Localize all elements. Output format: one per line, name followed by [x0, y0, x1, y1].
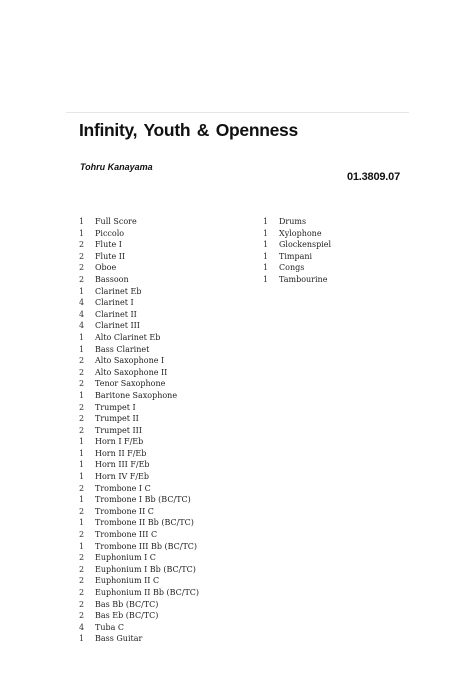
instrument-row [263, 274, 331, 286]
instrument-name: Clarinet Eb [95, 286, 142, 296]
part-quantity: 2 [79, 402, 85, 412]
part-quantity: 2 [79, 379, 85, 389]
instrument-row [79, 517, 199, 529]
instrument-name: Euphonium II Bb (BC/TC) [95, 588, 200, 597]
instrument-name: Xylophone [279, 228, 322, 238]
instrument-row [79, 552, 199, 564]
instrument-row [79, 564, 199, 576]
instrument-row [79, 286, 199, 298]
instrument-name: Alto Saxophone II [95, 367, 168, 377]
part-quantity: 2 [79, 274, 85, 284]
part-quantity: 1 [79, 437, 85, 447]
instrument-row [79, 344, 199, 356]
part-quantity: 1 [79, 286, 85, 296]
part-quantity: 2 [79, 263, 85, 273]
part-quantity: 1 [79, 390, 85, 400]
part-quantity: 2 [79, 530, 85, 540]
instrument-name: Clarinet III [95, 321, 140, 331]
instrument-row [79, 262, 199, 274]
instrument-row [79, 425, 199, 437]
instrument-row [79, 459, 199, 471]
instrument-name: Tambourine [279, 274, 328, 284]
instrument-row [79, 402, 199, 414]
instrument-row [79, 506, 199, 518]
part-quantity: 2 [79, 588, 85, 597]
instrument-name: Congs [279, 263, 305, 273]
part-quantity: 2 [79, 599, 85, 609]
instrument-row [79, 320, 199, 332]
part-quantity: 1 [79, 332, 85, 342]
part-quantity: 2 [79, 611, 85, 621]
instrument-name: Full Score [95, 217, 137, 226]
part-quantity: 1 [79, 228, 85, 238]
part-quantity: 1 [79, 448, 85, 458]
instrument-name: Horn II F/Eb [95, 448, 147, 458]
catalog-number: 01.3809.07 [346, 171, 400, 183]
part-quantity: 1 [263, 251, 269, 261]
part-quantity: 4 [79, 321, 85, 331]
part-quantity: 1 [79, 495, 85, 505]
part-quantity: 2 [79, 576, 85, 586]
instrument-row [79, 274, 199, 286]
instrument-name: Bass Clarinet [95, 344, 150, 354]
part-quantity: 1 [263, 228, 269, 238]
part-quantity: 2 [79, 240, 85, 250]
instrument-name: Bassoon [95, 274, 129, 284]
instrument-name: Glockenspiel [279, 240, 332, 250]
part-quantity: 2 [79, 414, 85, 424]
instrument-name: Bass Guitar [95, 634, 143, 644]
instrument-row [263, 239, 331, 251]
instrument-row [79, 471, 199, 483]
instrument-row [79, 575, 199, 587]
instrument-row [79, 251, 199, 263]
part-quantity: 1 [79, 518, 85, 528]
instrument-row [79, 216, 199, 228]
instrument-name: Trombone III C [95, 530, 158, 540]
instrument-row [79, 633, 199, 645]
part-quantity: 1 [79, 634, 85, 644]
instrument-row [79, 587, 199, 599]
instrument-row [263, 262, 331, 274]
part-quantity: 2 [79, 251, 85, 261]
instrument-name: Oboe [95, 263, 117, 273]
composer-name: Tohru Kanayama [80, 162, 153, 172]
instrument-name: Trombone I C [95, 483, 151, 493]
instrument-row [79, 367, 199, 379]
instrument-row [79, 541, 199, 553]
part-quantity: 2 [79, 483, 85, 493]
part-quantity: 2 [79, 356, 85, 366]
instrument-row [79, 622, 199, 634]
part-quantity: 1 [263, 240, 269, 250]
instrument-name: Piccolo [95, 228, 125, 238]
part-quantity: 4 [79, 309, 85, 319]
part-quantity: 1 [263, 263, 269, 273]
instrument-row [79, 378, 199, 390]
part-quantity: 1 [79, 217, 85, 226]
instrument-row [263, 251, 331, 263]
part-quantity: 2 [79, 564, 85, 574]
instrument-row [79, 610, 199, 622]
instrument-name: Horn I F/Eb [95, 437, 144, 447]
instrument-name: Bas Bb (BC/TC) [95, 599, 159, 609]
part-quantity: 2 [79, 553, 85, 563]
instrument-name: Clarinet I [95, 298, 134, 308]
part-quantity: 1 [263, 274, 269, 284]
part-quantity: 4 [79, 622, 85, 632]
instrument-list-right [263, 216, 331, 286]
part-quantity: 4 [79, 298, 85, 308]
instrument-name: Trombone II C [95, 506, 154, 516]
part-quantity: 2 [79, 425, 85, 435]
part-quantity: 1 [79, 344, 85, 354]
instrument-name: Timpani [279, 251, 313, 261]
header-divider [66, 112, 409, 113]
instrument-name: Alto Saxophone I [95, 356, 165, 366]
part-quantity: 1 [79, 472, 85, 482]
instrument-name: Horn III F/Eb [95, 460, 150, 470]
instrument-row [263, 228, 331, 240]
instrument-row [79, 483, 199, 495]
instrument-name: Baritone Saxophone [95, 390, 178, 400]
part-quantity: 2 [79, 367, 85, 377]
instrument-name: Bas Eb (BC/TC) [95, 611, 159, 621]
instrument-name: Tuba C [95, 622, 125, 632]
instrument-row [79, 436, 199, 448]
instrument-row [79, 529, 199, 541]
instrument-name: Trumpet II [95, 414, 139, 424]
instrument-row [79, 494, 199, 506]
instrument-name: Trumpet I [95, 402, 136, 412]
instrument-row [79, 355, 199, 367]
instrument-row [79, 448, 199, 460]
instrument-row [79, 390, 199, 402]
part-quantity: 1 [263, 217, 269, 226]
instrument-name: Trombone III Bb (BC/TC) [95, 541, 198, 551]
instrument-row [79, 599, 199, 611]
instrument-row [79, 332, 199, 344]
instrument-name: Euphonium II C [95, 576, 160, 586]
instrument-name: Tenor Saxophone [95, 379, 166, 389]
instrument-name: Trumpet III [95, 425, 142, 435]
part-quantity: 1 [79, 460, 85, 470]
instrument-name: Trombone I Bb (BC/TC) [95, 495, 191, 505]
instrument-row [79, 239, 199, 251]
instrument-name: Drums [279, 217, 307, 226]
instrument-list-left [79, 216, 199, 645]
instrument-name: Flute II [95, 251, 126, 261]
piece-title: Infinity, Youth & Openness [79, 120, 298, 140]
instrument-row [79, 309, 199, 321]
instrument-name: Horn IV F/Eb [95, 472, 149, 482]
part-quantity: 1 [79, 541, 85, 551]
instrument-row [263, 216, 331, 228]
instrument-name: Alto Clarinet Eb [95, 332, 161, 342]
instrument-name: Flute I [95, 240, 122, 250]
instrument-row [79, 413, 199, 425]
part-quantity: 2 [79, 506, 85, 516]
instrument-name: Trombone II Bb (BC/TC) [95, 518, 194, 528]
instrument-row [79, 228, 199, 240]
instrument-name: Euphonium I Bb (BC/TC) [95, 564, 196, 574]
instrument-name: Clarinet II [95, 309, 137, 319]
instrument-name: Euphonium I C [95, 553, 156, 563]
instrument-row [79, 297, 199, 309]
